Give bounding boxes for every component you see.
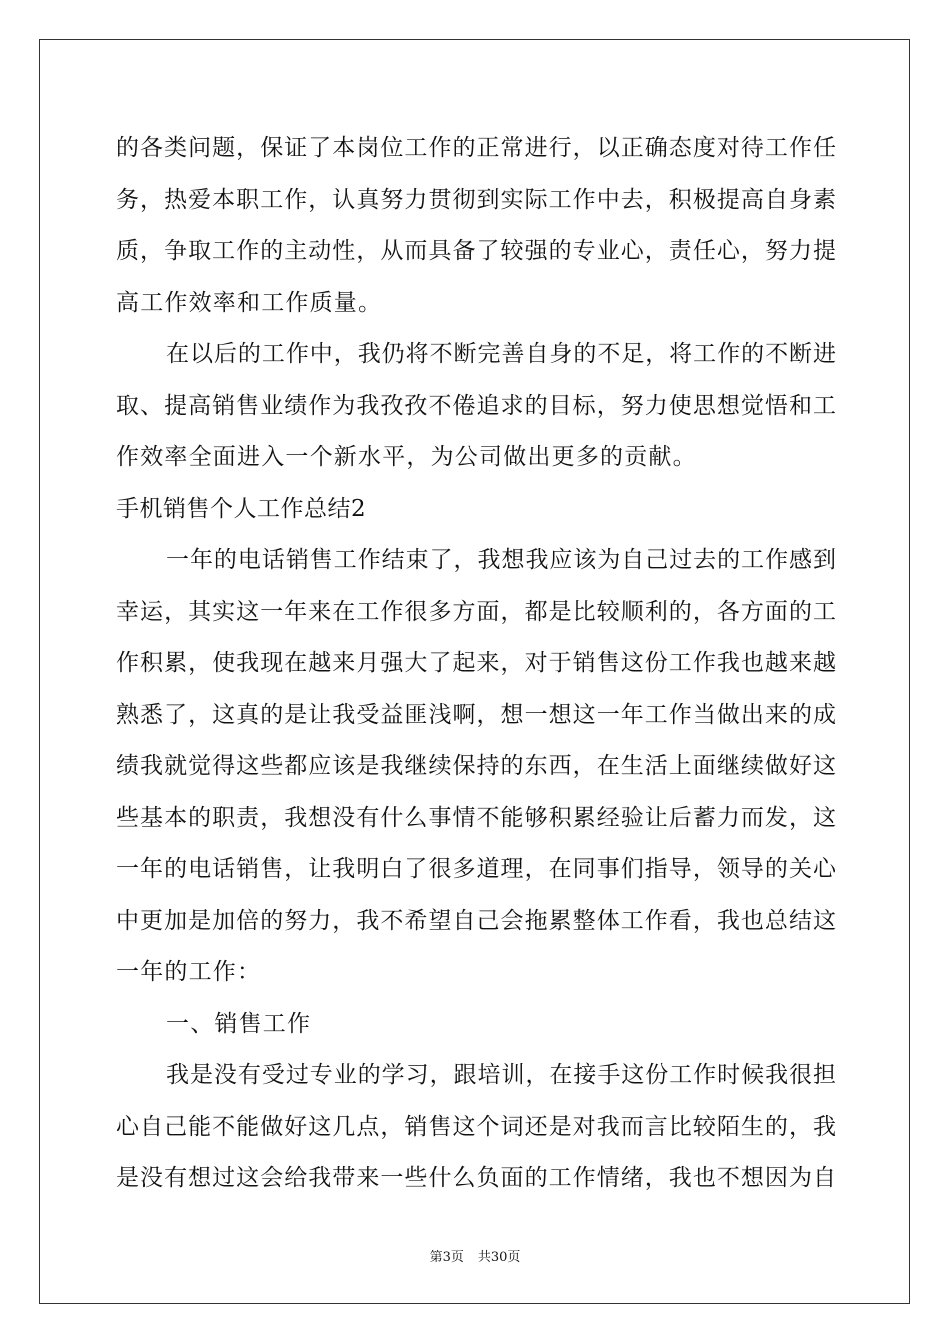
paragraph-line: 熟悉了，这真的是让我受益匪浅啊，想一想这一年工作当做出来的成 <box>116 701 836 728</box>
paragraph-line: 我是没有受过专业的学习，跟培训，在接手这份工作时候我很担 <box>166 1062 836 1088</box>
page-number: 第3页 <box>429 1250 464 1265</box>
paragraph-line: 作积累，使我现在越来月强大了起来，对于销售这份工作我也越来越 <box>116 650 836 676</box>
paragraph-line: 务，热爱本职工作，认真努力贯彻到实际工作中去，积极提高自身素 <box>116 186 836 213</box>
paragraph-line: 在以后的工作中，我仍将不断完善自身的不足，将工作的不断进 <box>166 341 836 367</box>
paragraph-line: 绩我就觉得这些都应该是我继续保持的东西，在生活上面继续做好这 <box>116 753 836 779</box>
paragraph-line: 一年的电话销售，让我明白了很多道理，在同事们指导，领导的关心 <box>116 856 836 882</box>
page-total: 共30页 <box>477 1250 521 1265</box>
paragraph-line: 心自己能不能做好这几点，销售这个词还是对我而言比较陌生的，我 <box>116 1113 836 1140</box>
subsection-title: 一、销售工作 <box>166 1010 312 1037</box>
paragraph-line: 幸运，其实这一年来在工作很多方面，都是比较顺利的，各方面的工 <box>116 598 836 625</box>
paragraph-line: 一年的工作： <box>116 959 262 985</box>
paragraph-line: 的各类问题，保证了本岗位工作的正常进行，以正确态度对待工作任 <box>116 135 836 161</box>
paragraph-line: 些基本的职责，我想没有什么事情不能够积累经验让后蓄力而发，这 <box>116 804 836 831</box>
paragraph-line: 取、提高销售业绩作为我孜孜不倦追求的目标，努力使思想觉悟和工 <box>116 392 836 419</box>
paragraph-line: 作效率全面进入一个新水平，为公司做出更多的贡献。 <box>116 444 697 470</box>
paragraph-line: 是没有想过这会给我带来一些什么负面的工作情绪，我也不想因为自 <box>116 1165 836 1191</box>
paragraph-line: 一年的电话销售工作结束了，我想我应该为自己过去的工作感到 <box>166 547 836 573</box>
paragraph-line: 高工作效率和工作质量。 <box>116 289 383 316</box>
paragraph-line: 质，争取工作的主动性，从而具备了较强的专业心，责任心，努力提 <box>116 238 836 264</box>
section-title: 手机销售个人工作总结2 <box>116 495 367 522</box>
page-footer <box>0 1246 950 1265</box>
paragraph-line: 中更加是加倍的努力，我不希望自己会拖累整体工作看，我也总结这 <box>116 907 836 934</box>
document-body <box>116 123 836 1205</box>
